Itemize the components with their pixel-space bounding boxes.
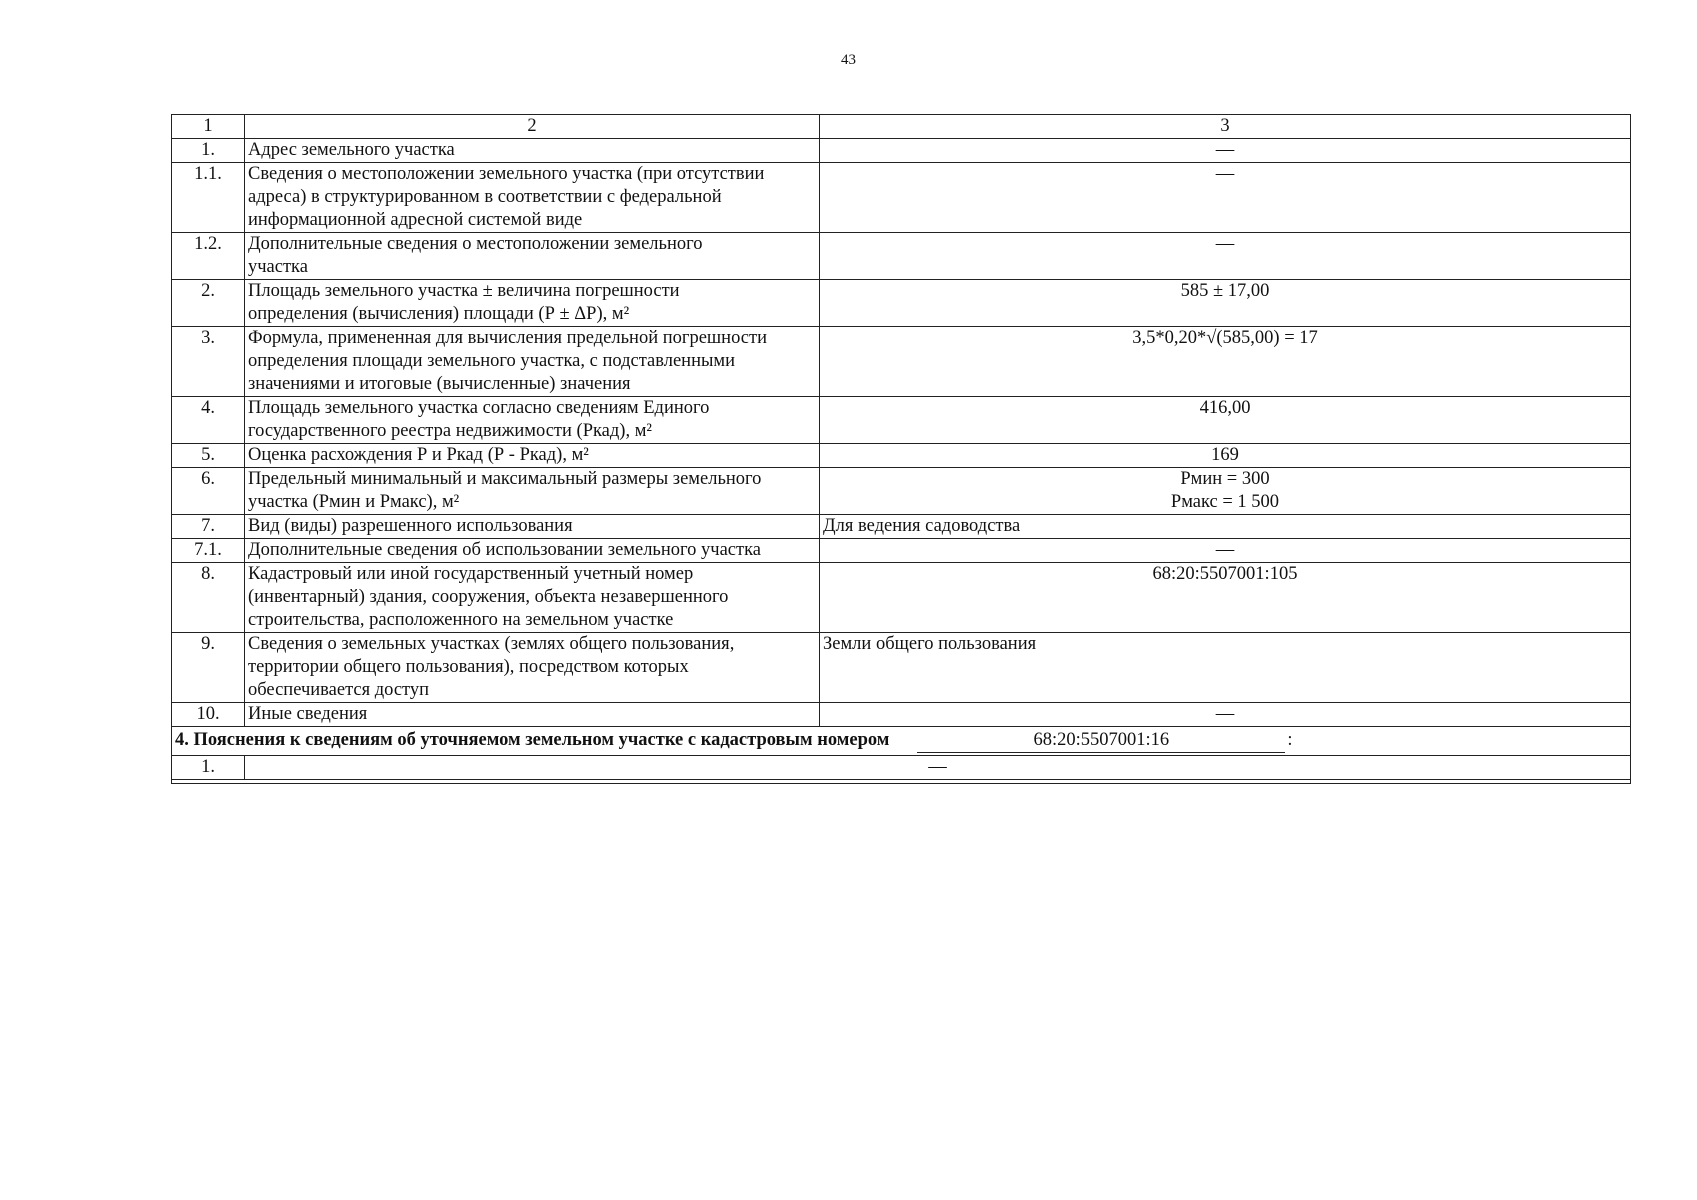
- row-label-line: Площадь земельного участка ± величина погрешности: [248, 281, 680, 301]
- row-number: 1.: [172, 756, 245, 780]
- table-row: [172, 756, 1631, 780]
- table-row: [172, 515, 1631, 539]
- row-value: Земли общего пользования: [820, 633, 1631, 703]
- table-row: [172, 280, 1631, 327]
- row-label-line: государственного реестра недвижимости (Ркад), м²: [248, 421, 652, 441]
- row-label-line: строительства, расположенного на земельном участке: [248, 610, 674, 630]
- table-row: [172, 633, 1631, 703]
- row-number: 3.: [172, 327, 245, 397]
- row-number: 10.: [172, 703, 245, 727]
- land-plot-info-table: [171, 114, 1631, 784]
- row-label-line: адреса) в структурированном в соответствии с федеральной: [248, 187, 722, 207]
- row-label-line: Сведения о земельных участках (землях общего пользования,: [248, 634, 735, 654]
- row-number: 5.: [172, 444, 245, 468]
- row-value: —: [820, 539, 1631, 563]
- row-value: 416,00: [820, 397, 1631, 444]
- row-number: 4.: [172, 397, 245, 444]
- row-label-line: информационной адресной системой виде: [248, 210, 583, 230]
- row-label-line: определения площади земельного участка, с подставленными: [248, 351, 736, 371]
- section-4-colon: :: [1287, 730, 1293, 750]
- row-label: Адрес земельного участка: [245, 139, 820, 163]
- row-label-line: Площадь земельного участка согласно сведениям Единого: [248, 398, 710, 418]
- row-label: [245, 233, 820, 280]
- table-header-row: [172, 115, 1631, 139]
- row-label: [245, 327, 820, 397]
- row-label-line: участка (Рмин и Рмакс), м²: [248, 492, 460, 512]
- p-max-value: Рмакс = 1 500: [1170, 492, 1280, 512]
- row-label: [245, 163, 820, 233]
- table-row: [172, 397, 1631, 444]
- row-label: [245, 563, 820, 633]
- table-row: [172, 539, 1631, 563]
- row-label-line: обеспечивается доступ: [248, 680, 430, 700]
- row-value: Для ведения садоводства: [820, 515, 1631, 539]
- row-label: Оценка расхождения Р и Ркад (Р - Ркад), м²: [245, 444, 820, 468]
- row-value: 3,5*0,20*√(585,00) = 17: [820, 327, 1631, 397]
- table-row: [172, 703, 1631, 727]
- row-label-line: участка: [248, 257, 308, 277]
- header-col-2: 2: [245, 115, 820, 139]
- row-number: 9.: [172, 633, 245, 703]
- header-col-1: 1: [172, 115, 245, 139]
- table-row: [172, 163, 1631, 233]
- row-number: 1.2.: [172, 233, 245, 280]
- row-number: 1.: [172, 139, 245, 163]
- row-number: 2.: [172, 280, 245, 327]
- table-row: [172, 444, 1631, 468]
- row-label-line: определения (вычисления) площади (Р ± ΔР), м²: [248, 304, 630, 324]
- row-label: [245, 280, 820, 327]
- section-4-header-row: [172, 727, 1631, 756]
- section-4-title: 4. Пояснения к сведениям об уточняемом земельном участке с кадастровым номером: [175, 730, 890, 750]
- p-min-value: Рмин = 300: [1180, 469, 1270, 489]
- row-label-line: Дополнительные сведения о местоположении земельного: [248, 234, 703, 254]
- row-label-line: (инвентарный) здания, сооружения, объекта незавершенного: [248, 587, 729, 607]
- row-value: 585 ± 17,00: [820, 280, 1631, 327]
- row-number: 1.1.: [172, 163, 245, 233]
- row-value: —: [820, 163, 1631, 233]
- row-value: [820, 468, 1631, 515]
- row-label-line: Формула, примененная для вычисления предельной погрешности: [248, 328, 767, 348]
- table-row: [172, 468, 1631, 515]
- table-bottom-border: [172, 780, 1631, 784]
- row-value: 68:20:5507001:105: [820, 563, 1631, 633]
- row-number: 7.1.: [172, 539, 245, 563]
- row-value: —: [245, 756, 1631, 780]
- row-label: [245, 633, 820, 703]
- row-number: 8.: [172, 563, 245, 633]
- row-value: —: [820, 703, 1631, 727]
- row-label-line: Предельный минимальный и максимальный размеры земельного: [248, 469, 762, 489]
- row-label-line: Кадастровый или иной государственный учетный номер: [248, 564, 694, 584]
- row-number: 7.: [172, 515, 245, 539]
- row-label: Вид (виды) разрешенного использования: [245, 515, 820, 539]
- table-row: [172, 139, 1631, 163]
- row-value: 169: [820, 444, 1631, 468]
- row-number: 6.: [172, 468, 245, 515]
- row-label: [245, 397, 820, 444]
- table-row: [172, 327, 1631, 397]
- row-label: Дополнительные сведения об использовании земельного участка: [245, 539, 820, 563]
- row-label: Иные сведения: [245, 703, 820, 727]
- row-label: [245, 468, 820, 515]
- table-row: [172, 233, 1631, 280]
- section-4-header: [172, 727, 1631, 756]
- section-4-cadastral-number: 68:20:5507001:16: [917, 729, 1285, 753]
- table-bottom-border-cell: [172, 780, 1631, 784]
- row-value: —: [820, 139, 1631, 163]
- row-value: —: [820, 233, 1631, 280]
- header-col-3: 3: [820, 115, 1631, 139]
- page-number: 43: [841, 52, 856, 68]
- row-label-line: территории общего пользования), посредством которых: [248, 657, 689, 677]
- table-row: [172, 563, 1631, 633]
- row-label-line: Сведения о местоположении земельного участка (при отсутствии: [248, 164, 765, 184]
- row-label-line: значениями и итоговые (вычисленные) значения: [248, 374, 631, 394]
